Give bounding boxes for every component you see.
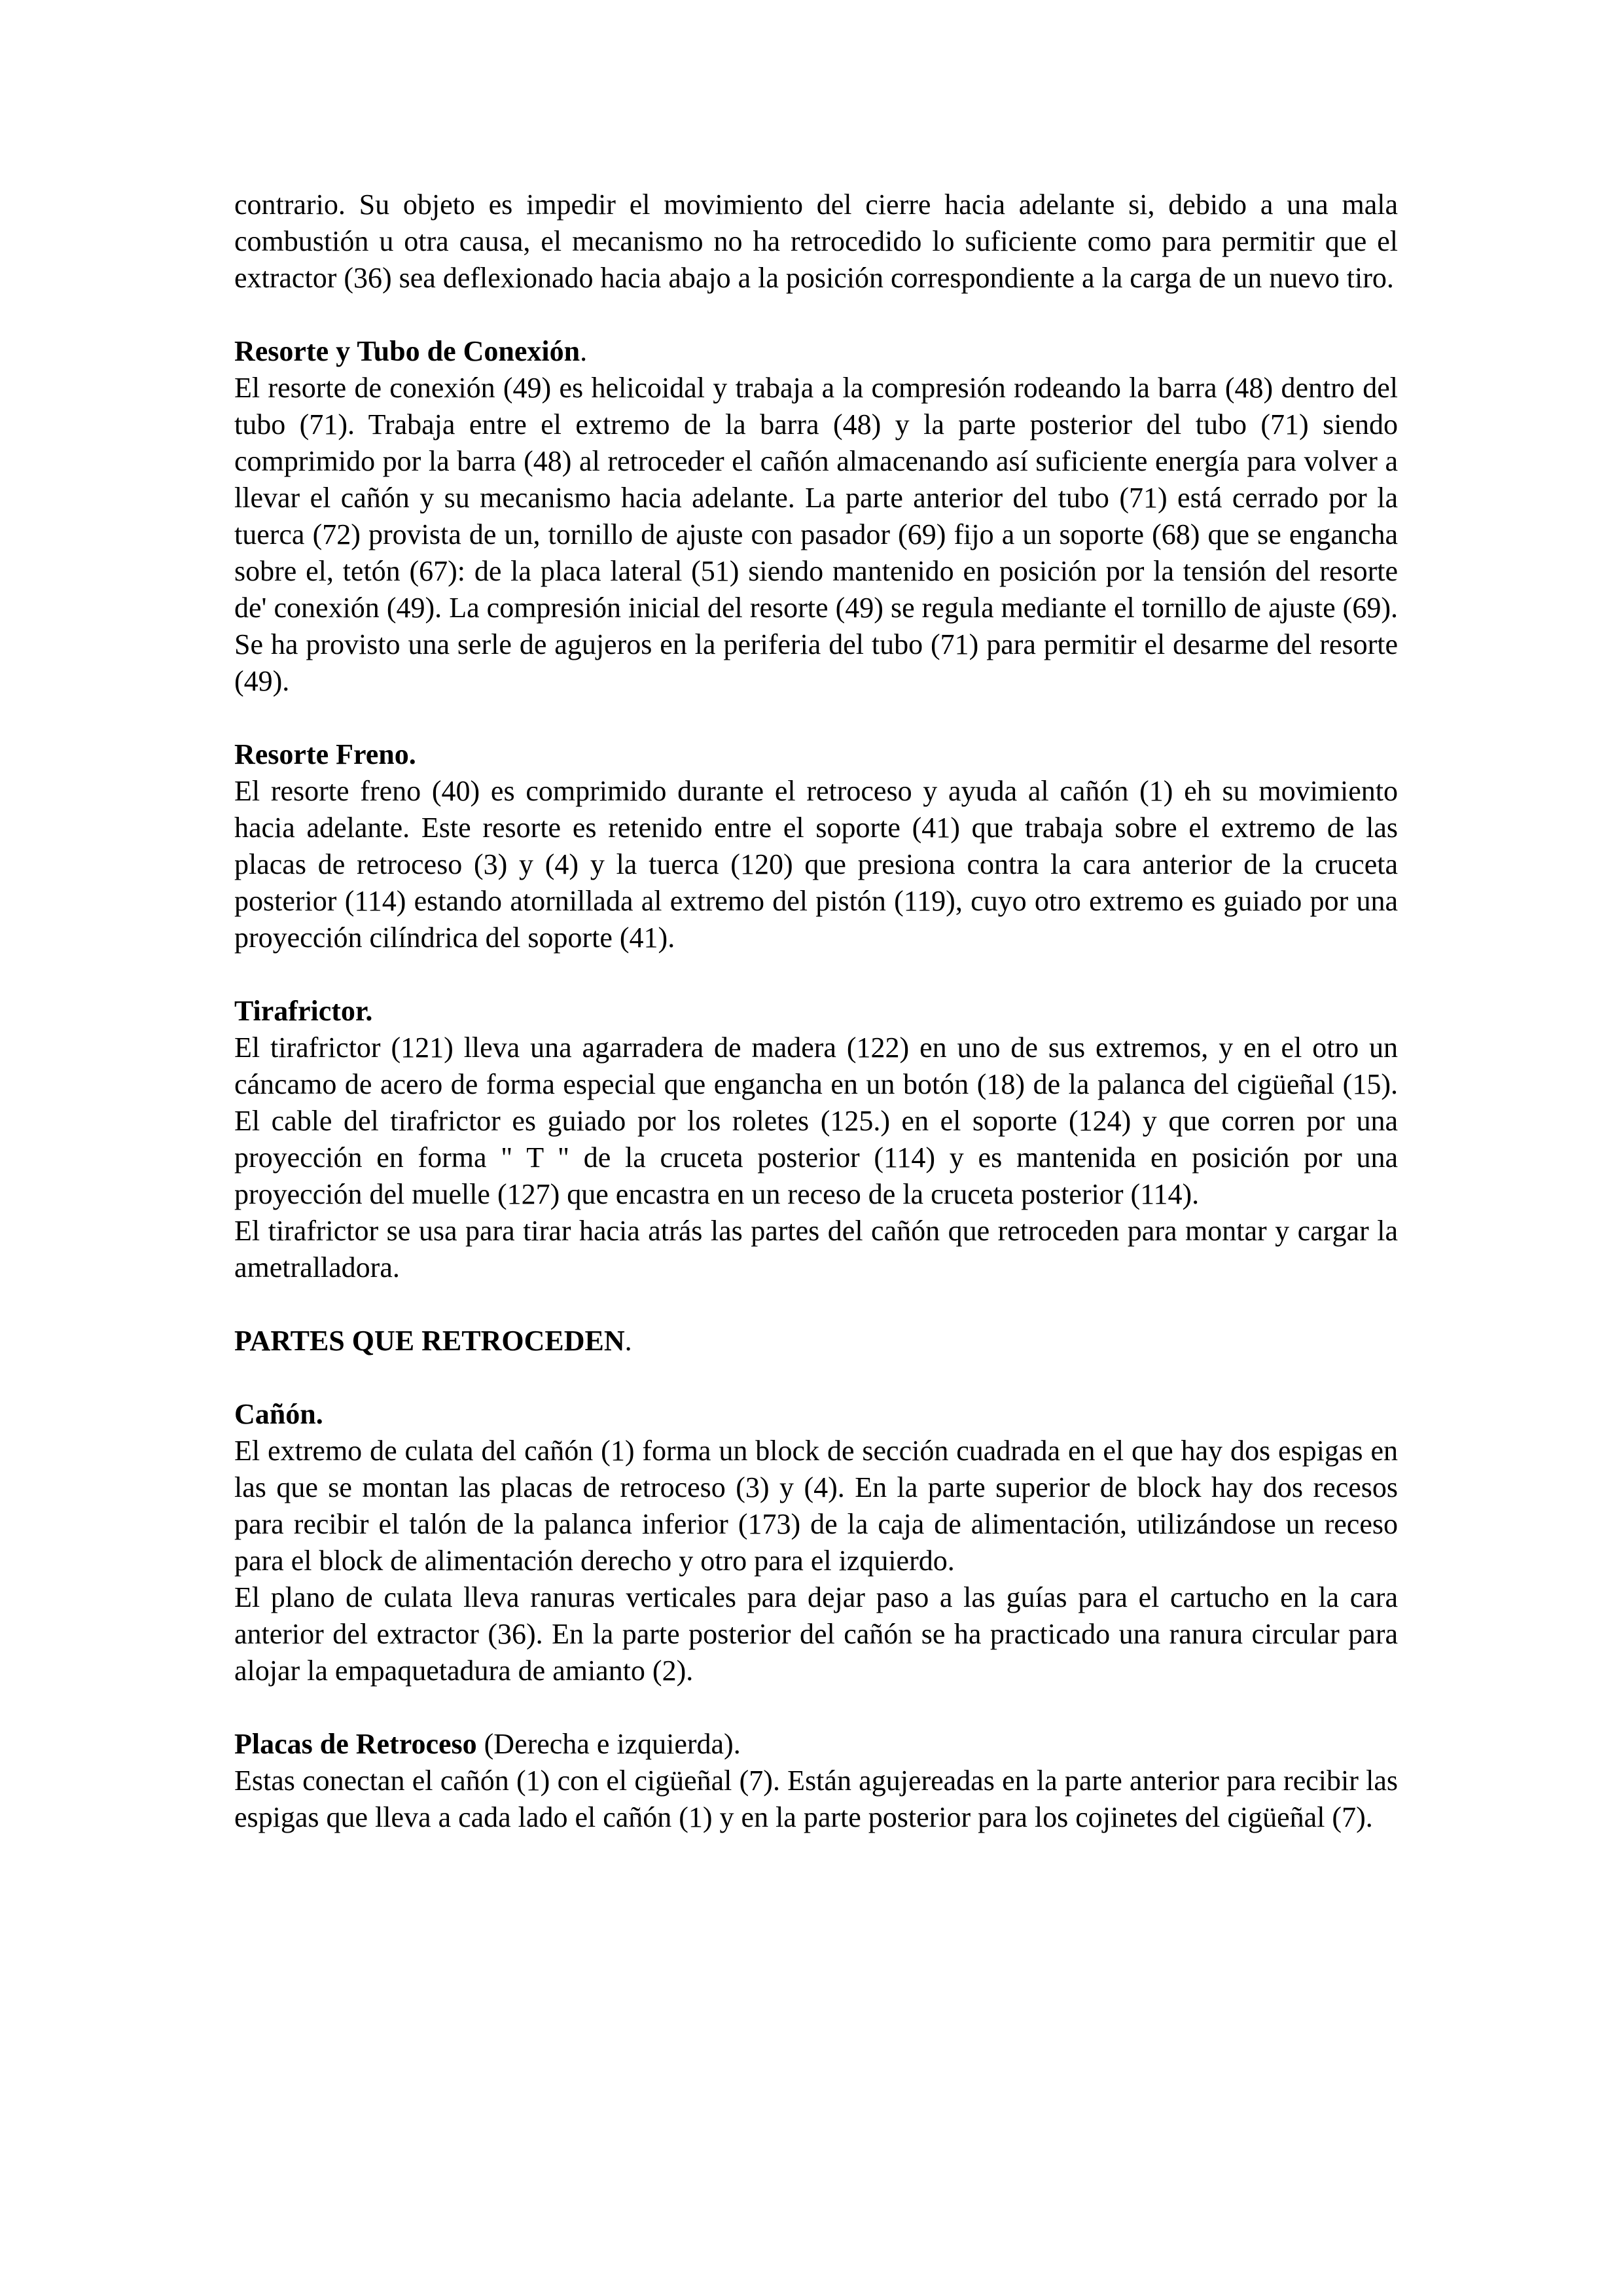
heading-suffix: (Derecha e izquierda).	[476, 1728, 741, 1760]
section-heading: Cañón.	[234, 1398, 323, 1430]
section-heading: Resorte Freno.	[234, 738, 416, 770]
body-paragraph: Estas conectan el cañón (1) con el cigüeñal (7). Están agujereadas en la parte anterior para recibir las espigas que lleva a cada lado el cañón (1) y en la parte posterior para los cojinetes del cigüeñal (7).	[234, 1765, 1398, 1833]
heading-text: PARTES QUE RETROCEDEN	[234, 1325, 625, 1357]
section-canon	[234, 1396, 1398, 1689]
heading-suffix: .	[580, 335, 588, 367]
section-heading	[234, 1726, 1398, 1763]
body-paragraph: El resorte de conexión (49) es helicoidal y trabaja a la compresión rodeando la barra (48) dentro del tubo (71). Trabaja entre el extremo de la barra (48) y la parte posterior del tubo (71) siendo comprimido por la barra (48) al retroceder el cañón almacenando así suficiente energía para volver a llevar el cañón y su mecanismo hacia adelante. La parte anterior del tubo (71) está cerrado por la tuerca (72) provista de un, tornillo de ajuste con pasador (69) fijo a un soporte (68) que se engancha sobre el, tetón (67): de la placa lateral (51) siendo mantenido en posición por la tensión del resorte de' conexión (49). La compresión inicial del resorte (49) se regula mediante el tornillo de ajuste (69). Se ha provisto una serle de agujeros en la periferia del tubo (71) para permitir el desarme del resorte (49).	[234, 372, 1398, 697]
body-paragraph: El resorte freno (40) es comprimido durante el retroceso y ayuda al cañón (1) eh su movimiento hacia adelante. Este resorte es retenido entre el soporte (41) que trabaja sobre el extremo de las placas de retroceso (3) y (4) y la tuerca (120) que presiona contra la cara anterior de la cruceta posterior (114) estando atornillada al extremo del pistón (119), cuyo otro extremo es guiado por una proyección cilíndrica del soporte (41).	[234, 775, 1398, 954]
body-paragraph: El extremo de culata del cañón (1) forma un block de sección cuadrada en el que hay dos espigas en las que se montan las placas de retroceso (3) y (4). En la parte superior de block hay dos recesos para recibir el talón de la palanca inferior (173) de la caja de alimentación, utilizándose un receso para el block de alimentación derecho y otro para el izquierdo.	[234, 1435, 1398, 1577]
heading-text: Placas de Retroceso	[234, 1728, 477, 1760]
section-resorte-freno	[234, 736, 1398, 956]
body-paragraph: El tirafrictor (121) lleva una agarradera de madera (122) en uno de sus extremos, y en el otro un cáncamo de acero de forma especial que engancha en un botón (18) de la palanca del cigüeñal (15). El cable del tirafrictor es guiado por los roletes (125.) en el soporte (124) y que corren por una proyección en forma " T " de la cruceta posterior (114) y es mantenida en posición por una proyección del muelle (127) que encastra en un receso de la cruceta posterior (114).	[234, 1031, 1398, 1210]
intro-section	[234, 187, 1398, 296]
heading-suffix: .	[624, 1325, 632, 1357]
heading-text: Resorte y Tubo de Conexión	[234, 335, 580, 367]
chapter-heading	[234, 1323, 1398, 1359]
section-resorte-tubo-conexion	[234, 333, 1398, 700]
section-heading: Tirafrictor.	[234, 995, 373, 1027]
section-partes-que-retroceden	[234, 1323, 1398, 1359]
section-heading	[234, 333, 1398, 370]
document-page	[234, 187, 1398, 1836]
body-paragraph: El plano de culata lleva ranuras verticales para dejar paso a las guías para el cartucho en la cara anterior del extractor (36). En la parte posterior del cañón se ha practicado una ranura circular para alojar la empaquetadura de amianto (2).	[234, 1581, 1398, 1687]
section-placas-de-retroceso	[234, 1726, 1398, 1836]
body-paragraph: El tirafrictor se usa para tirar hacia atrás las partes del cañón que retroceden para montar y cargar la ametralladora.	[234, 1215, 1398, 1283]
section-tirafrictor	[234, 993, 1398, 1286]
intro-paragraph: contrario. Su objeto es impedir el movimiento del cierre hacia adelante si, debido a una mala combustión u otra causa, el mecanismo no ha retrocedido lo suficiente como para permitir que el extractor (36) sea deflexionado hacia abajo a la posición correspondiente a la carga de un nuevo tiro.	[234, 188, 1398, 294]
